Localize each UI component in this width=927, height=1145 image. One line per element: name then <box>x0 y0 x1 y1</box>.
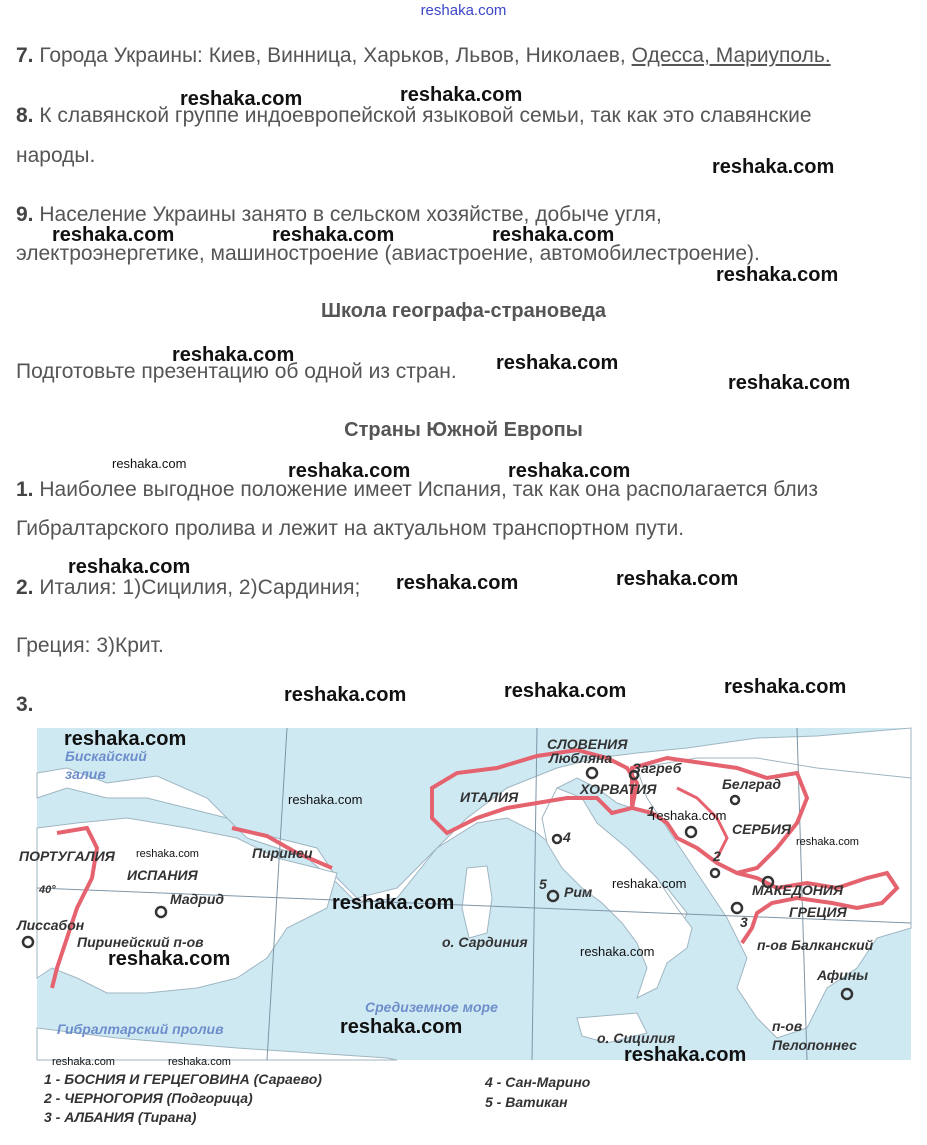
watermark: reshaka.com <box>580 944 655 959</box>
lisbon-label: Лиссабон <box>17 917 85 933</box>
watermark: reshaka.com <box>52 1056 115 1068</box>
marker-number-5: 5 <box>539 876 547 892</box>
madrid-label: Мадрид <box>170 891 225 907</box>
south-answer-2-number: 2. <box>16 576 34 599</box>
watermark: reshaka.com <box>168 1056 231 1068</box>
answer-9-text: Население Украины занято в сельском хозяйстве, добыче угля, <box>39 203 662 226</box>
biscay-label: Бискайский <box>65 748 147 764</box>
marker-number-3: 3 <box>740 914 748 930</box>
watermark: reshaka.com <box>284 684 407 706</box>
watermark: reshaka.com <box>64 728 187 750</box>
legend-item-4: 4 - Сан-Марино <box>485 1074 591 1090</box>
answer-8-number: 8. <box>16 104 34 127</box>
ljubljana-label: Любляна <box>549 750 613 766</box>
sicily-label: о. Сицилия <box>597 1030 676 1046</box>
watermark: reshaka.com <box>616 568 739 590</box>
map-svg <box>17 728 911 1060</box>
watermark: reshaka.com <box>396 572 519 594</box>
watermark: reshaka.com <box>492 224 615 246</box>
watermark: reshaka.com <box>728 372 851 394</box>
watermark: reshaka.com <box>332 892 455 914</box>
peloponnese-label-1: п-ов <box>772 1018 803 1034</box>
watermark: reshaka.com <box>400 84 523 106</box>
watermark: reshaka.com <box>796 836 859 848</box>
balkan-label: п-ов Балканский <box>757 937 874 953</box>
south-answer-2-line2: Греция: 3)Крит. <box>16 634 164 657</box>
south-answer-3-number: 3. <box>16 693 34 716</box>
legend-item-5: 5 - Ватикан <box>485 1094 568 1110</box>
legend-item-1: 1 - БОСНИЯ И ГЕРЦЕГОВИНА (Сараево) <box>44 1071 322 1087</box>
serbia-label: СЕРБИЯ <box>732 821 791 837</box>
greece-label: ГРЕЦИЯ <box>789 904 847 920</box>
watermark: reshaka.com <box>624 1044 747 1066</box>
marker-number-1: 1 <box>647 803 655 819</box>
watermark: reshaka.com <box>340 1016 463 1038</box>
peloponnese-label-2: Пелопоннес <box>772 1037 857 1053</box>
marker-number-4: 4 <box>563 829 571 845</box>
answer-7-underlined: Одесса, Мариуполь. <box>631 44 831 67</box>
watermark: reshaka.com <box>272 224 395 246</box>
watermark: reshaka.com <box>712 156 835 178</box>
answer-9-line2: электроэнергетике, машиностроение (авиастроение, автомобилестроение). <box>16 242 760 265</box>
site-header-link[interactable]: reshaka.com <box>420 2 507 19</box>
watermark: reshaka.com <box>180 88 303 110</box>
watermark: reshaka.com <box>504 680 627 702</box>
south-answer-2-text: Италия: 1)Сицилия, 2)Сардиния; <box>39 576 361 599</box>
south-answer-1-number: 1. <box>16 478 34 501</box>
mediterranean-label: Средиземное море <box>365 999 498 1015</box>
watermark: reshaka.com <box>108 948 231 970</box>
watermark: reshaka.com <box>68 556 191 578</box>
section-heading-school: Школа географа-страноведа <box>320 300 607 322</box>
zagreb-label: Загреб <box>632 760 682 776</box>
gibraltar-label: Гибралтарский пролив <box>57 1021 224 1037</box>
watermark: reshaka.com <box>724 676 847 698</box>
south-answer-1-line2: Гибралтарского пролива и лежит на актуальном транспортном пути. <box>16 517 685 540</box>
answer-8-line1 <box>16 104 812 128</box>
section-heading-south-europe: Страны Южной Европы <box>344 419 583 441</box>
marker-number-2: 2 <box>713 848 721 864</box>
answer-8-line2: народы. <box>16 144 96 167</box>
answer-8-text: К славянской группе индоевропейской языковой семьи, так как это славянские <box>39 104 812 127</box>
answer-7-text: Города Украины: Киев, Винница, Харьков, Львов, Николаев, <box>39 44 632 67</box>
south-answer-1-text: Наиболее выгодное положение имеет Испания, так как она располагается близ <box>39 478 818 501</box>
watermark: reshaka.com <box>612 876 687 891</box>
belgrade-label: Белград <box>722 776 782 792</box>
watermark: reshaka.com <box>136 848 199 860</box>
answer-7 <box>16 44 831 68</box>
watermark: reshaka.com <box>288 792 363 807</box>
watermark: reshaka.com <box>288 460 411 482</box>
portugal-label: ПОРТУГАЛИЯ <box>19 848 115 864</box>
slovenia-label: СЛОВЕНИЯ <box>547 736 628 752</box>
watermark: reshaka.com <box>112 456 187 471</box>
macedonia-label: МАКЕДОНИЯ <box>752 882 844 898</box>
south-answer-2-line1 <box>16 576 360 600</box>
watermark: reshaka.com <box>716 264 839 286</box>
watermark: reshaka.com <box>52 224 175 246</box>
lisbon-marker <box>23 937 33 947</box>
sardinia-label: о. Сардиния <box>442 934 528 950</box>
watermark: reshaka.com <box>496 352 619 374</box>
watermark: reshaka.com <box>652 808 727 823</box>
athens-label: Афины <box>817 967 869 983</box>
answer-7-number: 7. <box>16 44 34 67</box>
biscay-label-2: залив <box>65 766 106 782</box>
iberian-label: Пиринейский п-ов <box>77 934 204 950</box>
latitude-label: 40° <box>39 884 56 896</box>
croatia-label: ХОРВАТИЯ <box>580 781 657 797</box>
italy-label: ИТАЛИЯ <box>460 789 519 805</box>
pyrenees-label: Пиринеи <box>252 845 313 861</box>
answer-9-number: 9. <box>16 203 34 226</box>
rome-label: Рим <box>564 884 593 900</box>
watermark: reshaka.com <box>172 344 295 366</box>
spain-label: ИСПАНИЯ <box>127 867 198 883</box>
south-europe-map <box>17 728 911 1060</box>
task-text: Подготовьте презентацию об одной из стран. <box>16 360 457 383</box>
south-answer-1-line1 <box>16 478 818 502</box>
legend-item-3: 3 - АЛБАНИЯ (Тирана) <box>44 1109 197 1125</box>
watermark: reshaka.com <box>508 460 631 482</box>
legend-item-2: 2 - ЧЕРНОГОРИЯ (Подгорица) <box>44 1090 253 1106</box>
